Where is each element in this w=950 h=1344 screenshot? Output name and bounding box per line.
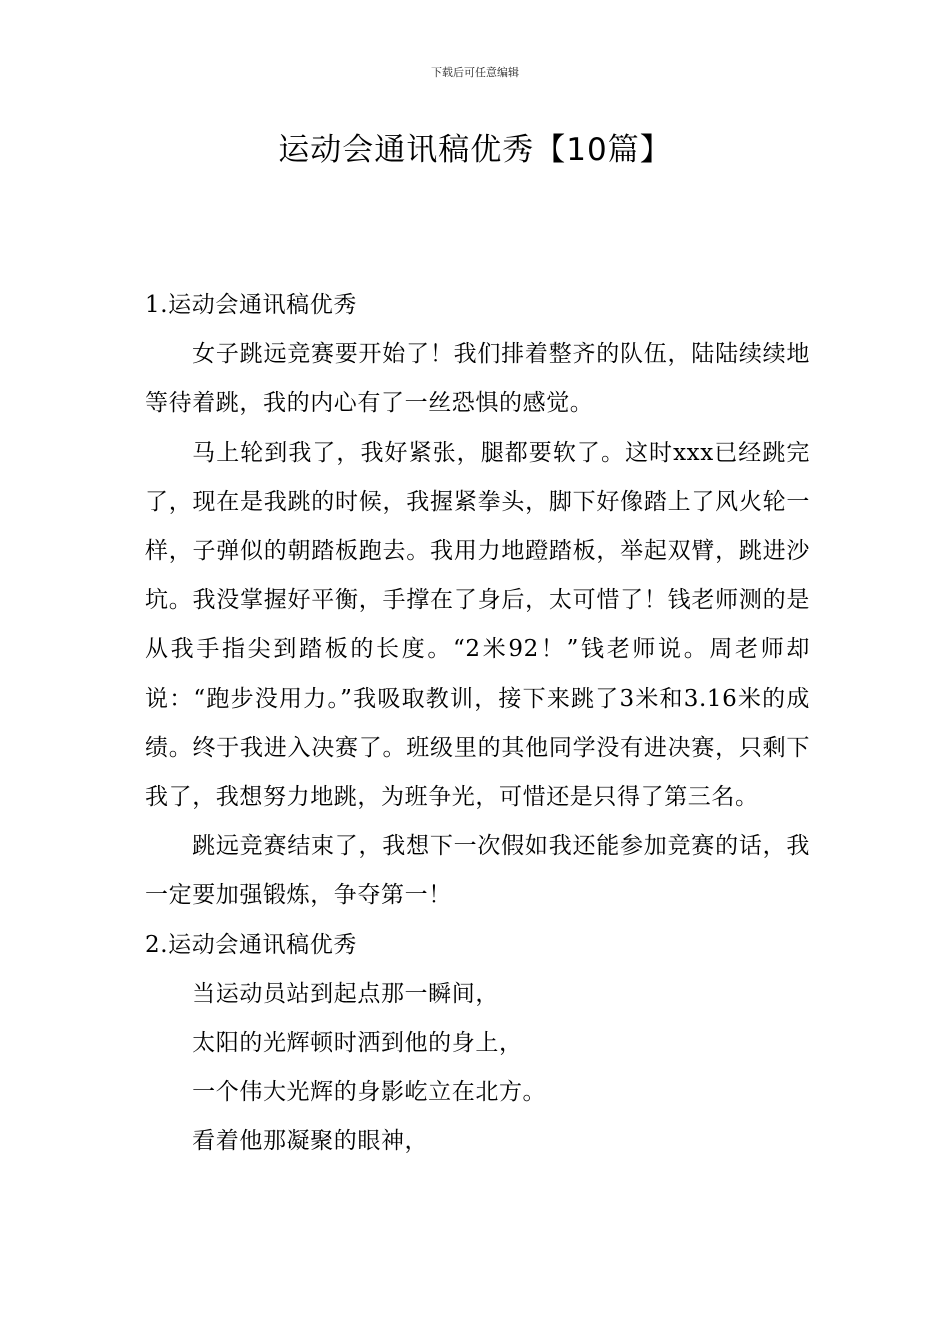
section-2-line-1: 当运动员站到起点那一瞬间， [192,980,499,1007]
section-1-heading: 1.运动会通讯稿优秀 [145,292,357,318]
section-1-paragraph-1: 女子跳远竞赛要开始了！我们排着整齐的队伍，陆陆续续地等待着跳，我的内心有了一丝恐惧的感觉。 [145,341,810,417]
document-title: 运动会通讯稿优秀【10篇】 [278,132,672,168]
section-2-line-4: 看着他那凝聚的眼神， [192,1128,429,1155]
section-1-paragraph-3: 跳远竞赛结束了，我想下一次假如我还能参加竞赛的话，我一定要加强锻炼，争夺第一！ [145,833,810,909]
document-body [145,281,810,1167]
section-2-line-3: 一个伟大光辉的身影屹立在北方。 [192,1079,547,1106]
section-2-line-2: 太阳的光辉顿时洒到他的身上， [192,1030,523,1057]
section-1-paragraph-2: 马上轮到我了，我好紧张，腿都要软了。这时xxx已经跳完了，现在是我跳的时候，我握紧拳头，脚下好像踏上了风火轮一样，子弹似的朝踏板跑去。我用力地蹬踏板，举起双臂，跳进沙坑。我没掌握好平衡，手撑在了身后，太可惜了！钱老师测的是从我手指尖到踏板的长度。“2米92！”钱老师说。周老师却说：“跑步没用力。”我吸取教训，接下来跳了3米和3.16米的成绩。终于我进入决赛了。班级里的其他同学没有进决赛，只剩下我了，我想努力地跳，为班争光，可惜还是只得了第三名。 [145,439,810,811]
section-2-heading: 2.运动会通讯稿优秀 [145,931,357,958]
page-header-note: 下载后可任意编辑 [431,66,519,79]
